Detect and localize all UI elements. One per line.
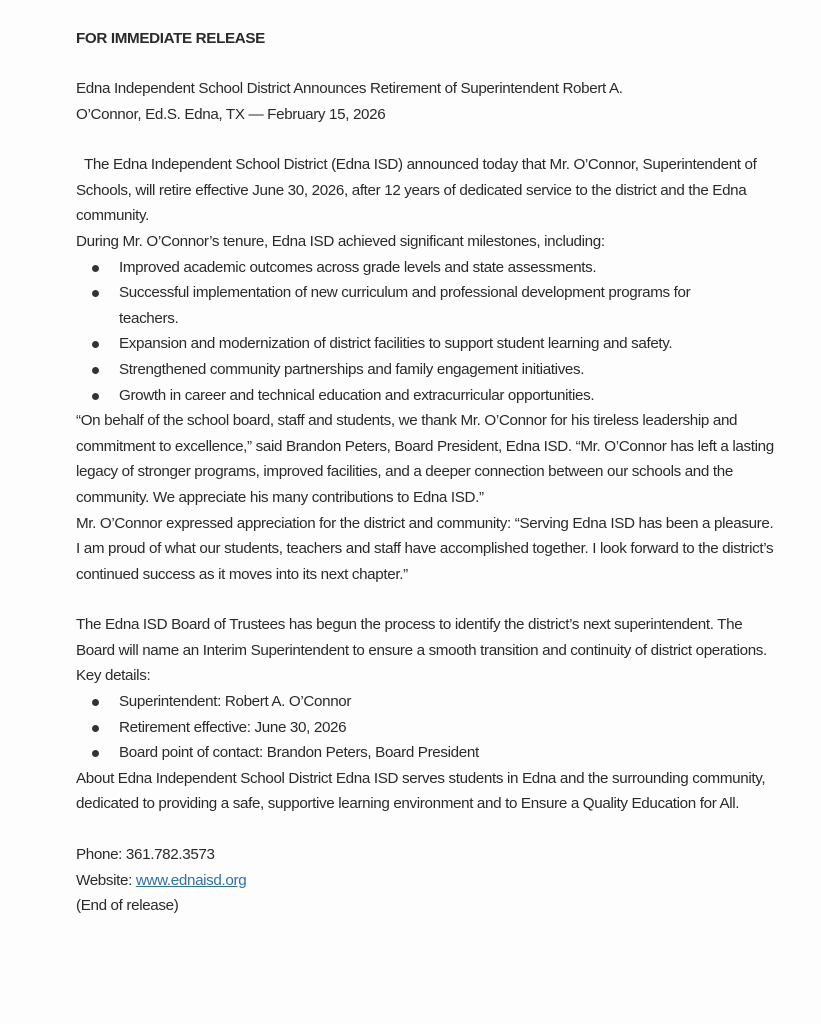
- bullet-icon: [92, 265, 99, 272]
- intro-paragraph: The Edna Independent School District (Edna ISD) announced today that Mr. O’Connor, Superintendent of Schools, will retire effective June 30, 2026, after 12 years of dedicated service to the district and the Edna community.: [76, 156, 757, 225]
- website-label: Website:: [76, 871, 136, 889]
- end-of-release: (End of release): [76, 897, 179, 915]
- website-link[interactable]: www.ednaisd.org: [135, 871, 247, 889]
- about-paragraph: About Edna Independent School District Edna ISD serves students in Edna and the surrounding community, dedicated to providing a safe, supportive learning environment and to Ensure a Quality Education for All.: [76, 769, 766, 813]
- release-heading: FOR IMMEDIATE RELEASE: [76, 30, 265, 47]
- bullet-icon: [92, 393, 99, 400]
- title-line-1: Edna Independent School District Announces Retirement of Superintendent Robert A.: [76, 80, 623, 97]
- website-line: [76, 868, 776, 894]
- list-item: Expansion and modernization of district facilities to support student learning and safety.: [76, 331, 776, 357]
- bullet-icon: [92, 699, 99, 706]
- phone-line: Phone: 361.782.3573: [76, 846, 215, 864]
- milestones-intro: During Mr. O’Connor’s tenure, Edna ISD achieved significant milestones, including:: [76, 232, 605, 250]
- list-item: Growth in career and technical education and extracurricular opportunities.: [76, 383, 776, 409]
- bullet-icon: [92, 290, 99, 297]
- milestones-list: [76, 255, 776, 409]
- succession-paragraph: The Edna ISD Board of Trustees has begun the process to identify the district’s next superintendent. The Board will name an Interim Superintendent to ensure a smooth transition and continuity of district operations.: [76, 616, 767, 659]
- list-item: Retirement effective: June 30, 2026: [76, 715, 776, 741]
- document-body: [76, 24, 776, 919]
- superintendent-quote: Mr. O’Connor expressed appreciation for the district and community: “Serving Edna ISD has been a pleasure. I am proud of what our students, teachers and staff have accomplished together. I look forward to the district’s continued success as it moves into its next chapter.”: [76, 514, 774, 583]
- key-details-label: Key details:: [76, 667, 151, 685]
- bullet-icon: [92, 341, 99, 348]
- key-details-list: [76, 689, 776, 766]
- bullet-icon: [92, 367, 99, 374]
- list-item: Board point of contact: Brandon Peters, Board President: [76, 740, 776, 766]
- list-item: Successful implementation of new curriculum and professional development programs for teachers.: [76, 280, 776, 331]
- bullet-icon: [92, 725, 99, 732]
- list-item: Superintendent: Robert A. O’Connor: [76, 689, 776, 715]
- bullet-icon: [92, 750, 99, 757]
- title-line-2: O’Connor, Ed.S. Edna, TX — February 15, 2026: [76, 105, 386, 123]
- list-item: Strengthened community partnerships and family engagement initiatives.: [76, 357, 776, 383]
- board-president-quote: “On behalf of the school board, staff and students, we thank Mr. O’Connor for his tireless leadership and commitment to excellence,” said Brandon Peters, Board President, Edna ISD. “Mr. O’Connor has left a lasting legacy of stronger programs, improved facilities, and a deeper connection between our schools and the community. We appreciate his many contributions to Edna ISD.”: [76, 412, 774, 506]
- list-item: Improved academic outcomes across grade levels and state assessments.: [76, 255, 776, 281]
